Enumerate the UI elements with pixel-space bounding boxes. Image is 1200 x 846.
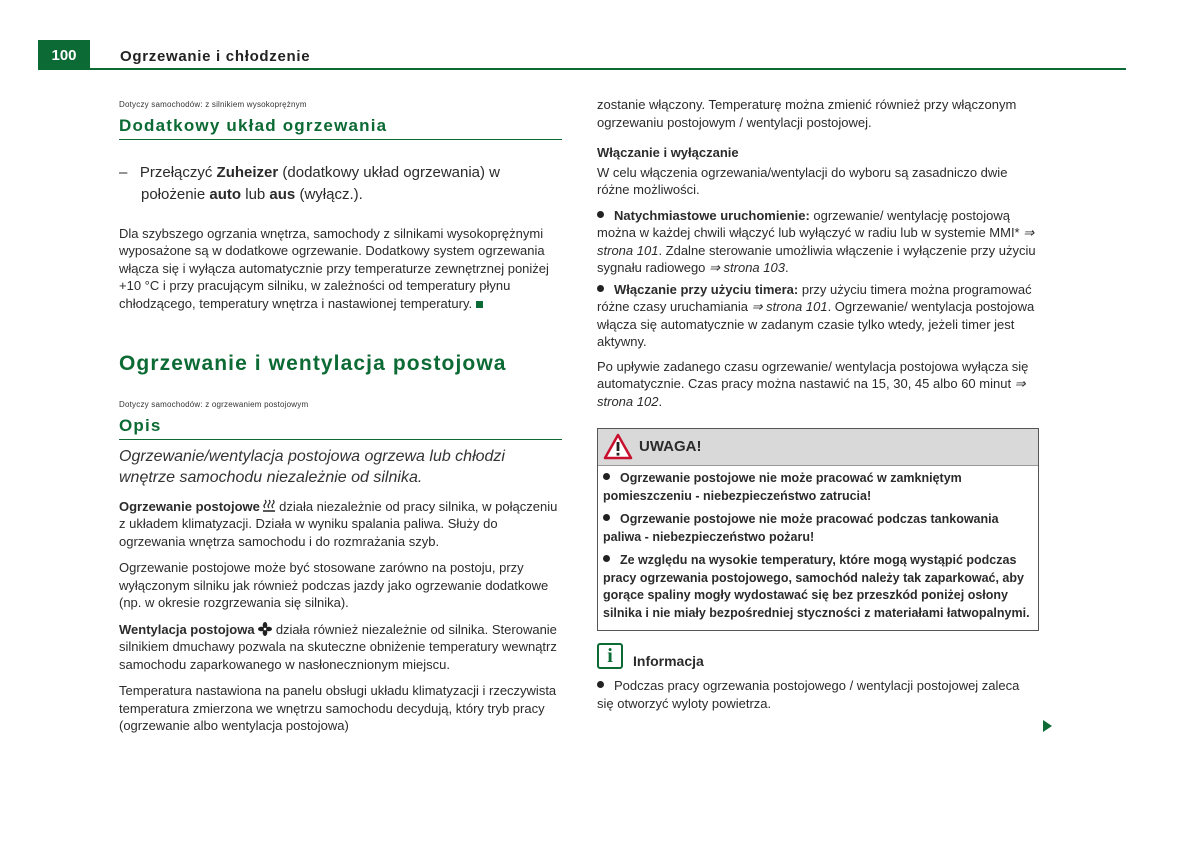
term-bold: Natychmiastowe uruchomienie: [614,207,810,223]
section-rule [119,439,562,440]
warning-box [597,428,1039,631]
instruction-text: (dodatkowy układ ogrzewania) w położenie [141,163,501,203]
list-item-timer [597,281,1039,351]
warning-text: Ogrzewanie postojowe nie może pracować w zamkniętym pomieszczeniu - niebezpieczeństwo zatrucia! [603,471,962,503]
warning-item [603,511,1033,546]
warning-header [598,429,1038,466]
page-reference-link[interactable]: ⇒ strona 103 [709,260,785,275]
instruction-bold: Zuheizer [216,163,279,181]
paragraph-text: . [784,260,789,275]
term-bold: Wentylacja postojowa [119,621,255,637]
paragraph-text: Po upływie zadanego czasu ogrzewanie/ wentylacja postojowa wyłącza się automatycznie. Czas pracy można nastawić na 15, 30, 45 albo 60 minut [597,358,1029,391]
page-number: 100 [38,40,90,69]
applies-note-parking: Dotyczy samochodów: z ogrzewaniem postojowym [119,400,309,409]
paragraph-text: działa również niezależnie od silnika. Sterowanie silnikiem dmuchawy pozwala na skuteczne obniżenie temperatury wewnątrz samochodu zaparkowanego w nasłonecznionym miejscu. [119,621,557,672]
warning-item [603,552,1033,622]
paragraph-text: . [658,393,663,409]
term-bold: Włączanie przy użyciu timera: [614,281,799,297]
chapter-title: Ogrzewanie i chłodzenie [120,48,311,65]
paragraph-text: . Zdalne sterowanie umożliwia włączenie i wyłączenie przy użyciu sygnału radiowego [597,242,1036,275]
lead-text: Ogrzewanie/wentylacja postojowa ogrzewa lub chłodzi wnętrze samochodu niezależnie od silnika. [119,447,505,486]
info-icon: i [597,643,623,669]
instruction-text: Przełączyć [139,163,217,181]
section-rule [119,139,562,140]
info-item [597,677,1039,712]
paragraph-options: W celu włączenia ogrzewania/wentylacji do wyboru są zasadniczo dwie różne możliwości. [597,164,1008,197]
paragraph-text: ogrzewanie/ wentylację postojową można w każdej chwili włączyć lub wyłączyć w radiu lub w systemie MMI* [597,207,1024,240]
info-text: Podczas pracy ogrzewania postojowego / wentylacji postojowej zaleca się otworzyć wyloty powietrza. [597,678,1020,711]
paragraph-temperature: Temperatura nastawiona na panelu obsługi układu klimatyzacji i rzeczywista temperatura zmierzona we wnętrzu samochodu decydują, który tryb pracy (ogrzewanie albo wentylacja postojowa) [119,683,557,733]
subheading-on-off: Włączanie i wyłączanie [597,145,739,160]
applies-note-diesel: Dotyczy samochodów: z silnikiem wysokoprężnym [119,100,307,109]
instruction-text: (wyłącz.). [295,185,363,203]
section-title-additional-heating: Dodatkowy układ ogrzewania [119,115,388,135]
bullet-icon [597,211,604,218]
warning-body [598,466,1038,630]
info-title: Informacja [633,653,704,669]
bullet-icon [597,285,604,292]
bullet-icon [597,681,604,688]
paragraph-text: działa niezależnie od pracy silnika, w połączeniu z układem klimatyzacji. Działa w wyniku spalania paliwa. Służy do ogrzewania wnętrza samochodu i do rozmrażania szyb. [119,498,558,549]
page-reference-link[interactable]: ⇒ strona 101 [597,225,1035,258]
instruction-item: – Przełączyć Zuheizer (dodatkowy układ ogrzewania) w położenie auto lub aus (wyłącz.). [119,163,501,203]
page-reference-link[interactable]: ⇒ strona 101 [751,299,828,314]
list-item-immediate-start [597,207,1039,277]
paragraph-usage: Ogrzewanie postojowe może być stosowane zarówno na postoju, przy wyłączonym silniku jak również podczas jazdy jako ogrzewanie dodatkowe (np. w okresie rozgrzewania się silnika). [119,560,549,610]
paragraph-parking-heater [119,498,562,551]
next-page-arrow-icon[interactable] [1043,720,1052,732]
paragraph-continuation: zostanie włączony. Temperaturę można zmienić również przy włączonym ogrzewaniu postojowym / wentylacji postojowej. [597,97,1017,130]
left-column [119,96,562,735]
page-reference-link[interactable]: ⇒ strona 102 [597,376,1026,409]
instruction-bold: auto [209,185,242,203]
warning-item [603,470,1033,505]
paragraph-additional-heating [119,225,562,313]
info-header [597,643,1039,673]
paragraph-runtime [597,358,1039,411]
paragraph-text: . Ogrzewanie/ wentylacja postojowa włącza się automatycznie w zadanym czasie tylko wtedy, jeżeli timer jest aktywny. [597,299,1035,349]
subsection-title-description: Opis [119,415,162,435]
paragraph-parking-ventilation [119,621,562,674]
bullet-icon [603,555,610,562]
end-square-icon [476,301,483,308]
heater-icon [263,499,275,513]
fan-icon [258,622,272,636]
section-title-parking-heating: Ogrzewanie i wentylacja postojowa [119,352,507,375]
instruction-bold: aus [269,185,296,203]
term-bold: Ogrzewanie postojowe [119,498,260,514]
right-column [597,96,1039,712]
bullet-icon [603,473,610,480]
warning-text: Ogrzewanie postojowe nie może pracować podczas tankowania paliwa - niebezpieczeństwo pożaru! [603,512,999,544]
bullet-icon [603,514,610,521]
paragraph-text: przy użyciu timera można programować różne czasy uruchamiania [597,281,1032,314]
header-rule [38,68,1126,70]
warning-triangle-icon [603,433,633,460]
warning-title: UWAGA! [639,438,702,455]
instruction-text: lub [241,185,270,203]
paragraph-text: Dla szybszego ogrzania wnętrza, samochody z silnikami wysokoprężnymi wyposażone są w dodatkowe ogrzewanie. Dodatkowy system ogrzewania włącza się i wyłącza automatycznie przy temperaturze zewnętrznej poniżej +10 °C i przy pracującym silniku, w zależności od temperatury płynu chłodzącego, temperatury wnętrza i nastawionej temperatury. [119,225,549,311]
warning-text: Ze względu na wysokie temperatury, które mogą wystąpić podczas pracy ogrzewania postojowego, samochód należy tak zaparkować, aby gorące spaliny mogły wydostawać się bez przeszkód poniżej osłony silnika i nie miały bezpośredniej styczności z materiałami łatwopalnymi. [603,553,1030,620]
